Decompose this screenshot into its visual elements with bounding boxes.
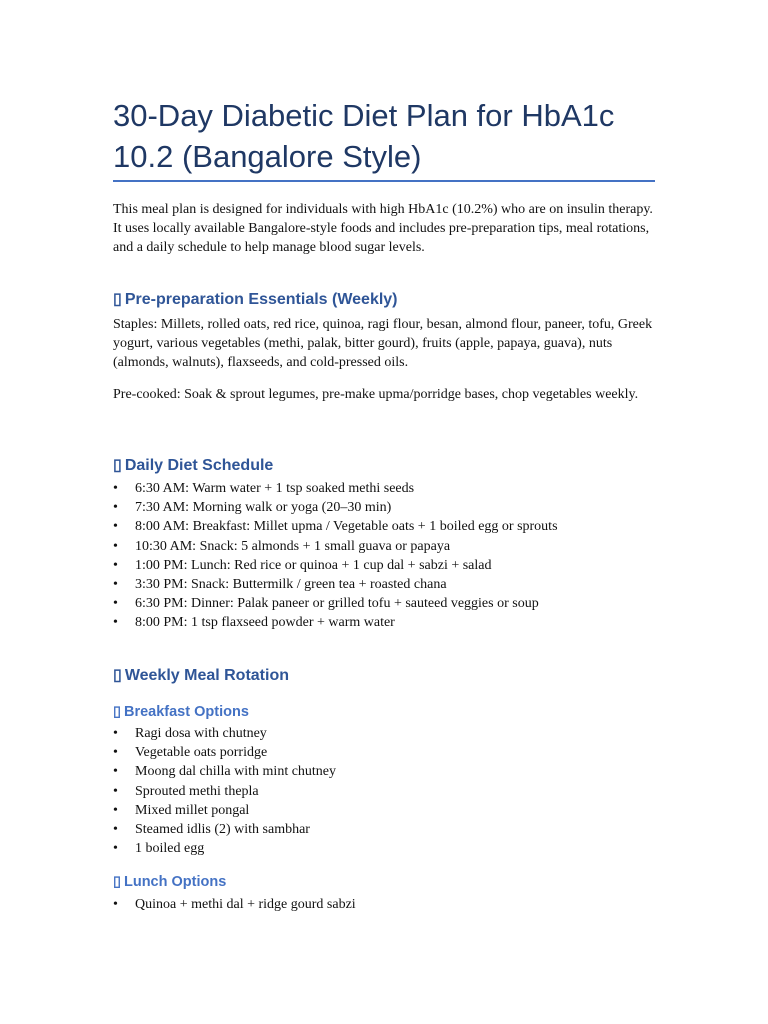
list-item: • Ragi dosa with chutney (113, 724, 655, 743)
list-item: • 7:30 AM: Morning walk or yoga (20–30 min) (113, 498, 655, 517)
list-item: • 10:30 AM: Snack: 5 almonds + 1 small guava or papaya (113, 537, 655, 556)
list-item: • Sprouted methi thepla (113, 782, 655, 801)
schedule-list (113, 479, 655, 633)
list-item: • 1:00 PM: Lunch: Red rice or quinoa + 1 cup dal + sabzi + salad (113, 556, 655, 575)
list-item: • 8:00 PM: 1 tsp flaxseed powder + warm water (113, 613, 655, 632)
list-item: • 3:30 PM: Snack: Buttermilk / green tea + roasted chana (113, 575, 655, 594)
prep-heading (113, 290, 398, 310)
prep-precooked-paragraph: Pre-cooked: Soak & sprout legumes, pre-make upma/porridge bases, chop vegetables weekly. (113, 387, 639, 402)
prep-staples-paragraph: Staples: Millets, rolled oats, red rice, quinoa, ragi flour, besan, almond flour, paneer, tofu, Greek yogurt, various vegetables (methi, palak, bitter gourd), fruits (apple, papaya, guava), nuts (almonds, walnuts), flaxseeds, and cold-pressed oils. (113, 317, 653, 370)
missing-glyph-icon: ▯ (113, 457, 122, 474)
intro-paragraph: This meal plan is designed for individuals with high HbA1c (10.2%) who are on insulin therapy. It uses locally available Bangalore-style foods and includes pre-preparation tips, meal rotations, and a daily schedule to help manage blood sugar levels. (113, 202, 653, 255)
missing-glyph-icon: ▯ (113, 704, 121, 720)
list-item: • Mixed millet pongal (113, 801, 655, 820)
list-item: • Quinoa + methi dal + ridge gourd sabzi (113, 895, 655, 914)
schedule-heading (113, 456, 273, 476)
missing-glyph-icon: ▯ (113, 874, 121, 890)
list-item: • 6:30 PM: Dinner: Palak paneer or grilled tofu + sauteed veggies or soup (113, 594, 655, 613)
list-item: • Steamed idlis (2) with sambhar (113, 820, 655, 839)
rotation-heading-text: Weekly Meal Rotation (124, 667, 289, 684)
missing-glyph-icon: ▯ (113, 291, 122, 308)
rotation-heading (113, 666, 289, 686)
breakfast-list (113, 724, 655, 858)
list-item: • 1 boiled egg (113, 839, 655, 858)
list-item: • 6:30 AM: Warm water + 1 tsp soaked methi seeds (113, 479, 655, 498)
breakfast-heading (113, 703, 249, 721)
document-title: 30-Day Diabetic Diet Plan for HbA1c 10.2 (Bangalore Style) (113, 98, 615, 174)
list-item: • Vegetable oats porridge (113, 743, 655, 762)
prep-heading-text: Pre-preparation Essentials (Weekly) (124, 291, 398, 308)
lunch-list (113, 895, 655, 914)
missing-glyph-icon: ▯ (113, 667, 122, 684)
list-item: • Moong dal chilla with mint chutney (113, 762, 655, 781)
lunch-heading (113, 873, 226, 891)
title-divider (113, 180, 655, 182)
schedule-heading-text: Daily Diet Schedule (124, 457, 274, 474)
list-item: • 8:00 AM: Breakfast: Millet upma / Vegetable oats + 1 boiled egg or sprouts (113, 517, 655, 536)
lunch-heading-text: Lunch Options (123, 874, 227, 890)
breakfast-heading-text: Breakfast Options (123, 704, 249, 720)
